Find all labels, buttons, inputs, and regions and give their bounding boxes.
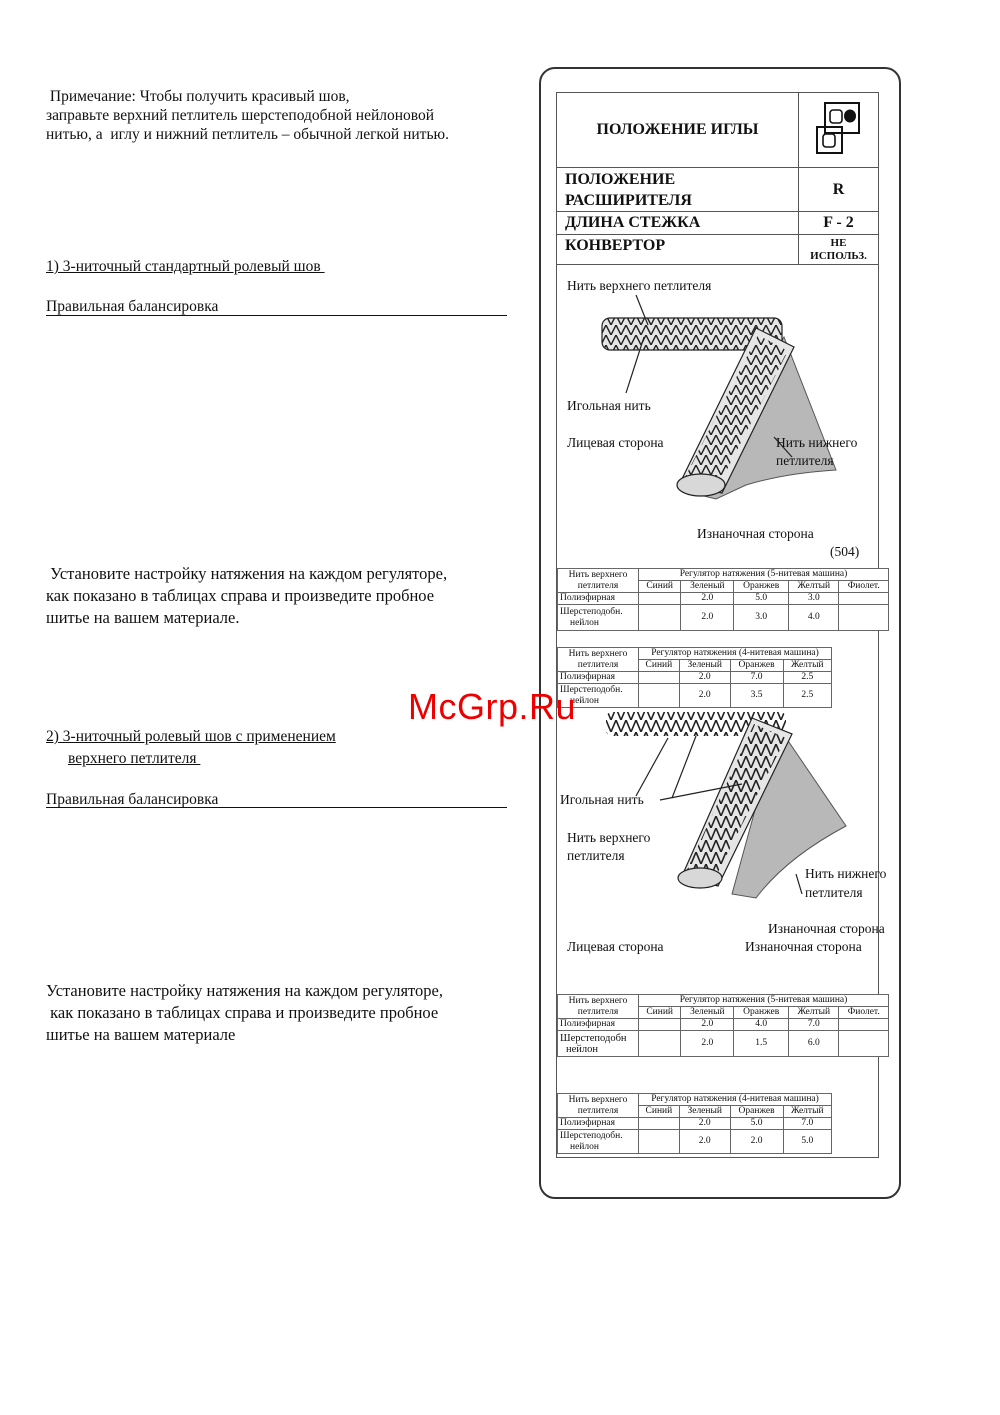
table-row: Шерстеподобн. нейлон 2.0 2.0 5.0 — [558, 1130, 832, 1154]
t1-col-orange: Оранжев — [734, 581, 789, 593]
tension-table-3-5thread: Нить верхнего петлителя Регулятор натяжения (5-нитевая машина) Синий Зеленый Оранжев Желтый Фиолет. Полиэфирная 2.0 4.0 7.0 Шерстеподобн нейлон 2.0 1.5 6.0 — [557, 994, 889, 1057]
diagram2-reverse-side-label-1: Изнаночная сторона — [768, 921, 885, 936]
note-line-2: заправьте верхний петлитель шерстеподобной нейлоновой — [46, 107, 435, 124]
t2-header-upper-1: Нить верхнего — [568, 648, 628, 659]
section2-instr-1: Установите настройку натяжения на каждом регуляторе, — [46, 981, 443, 1000]
diagram1-face-side-label: Лицевая сторона — [567, 435, 664, 450]
diagram1-lower-looper-label-1: Нить нижнего — [776, 435, 858, 450]
watermark: McGrp.Ru — [408, 686, 577, 727]
diagram2-upper-looper-label-1: Нить верхнего — [567, 830, 651, 845]
diagram1-needle-thread-label: Игольная нить — [567, 398, 651, 413]
diagram2-face-side-label: Лицевая сторона — [567, 939, 664, 954]
spreader-label-1: ПОЛОЖЕНИЕ — [565, 170, 676, 188]
stitch-length-label: ДЛИНА СТЕЖКА — [557, 212, 799, 235]
t1-col-violet: Фиолет. — [839, 581, 889, 593]
diagram1-code: (504) — [830, 544, 860, 559]
section2-title-2: верхнего петлителя — [68, 750, 201, 767]
t1-header-upper-1: Нить верхнего — [568, 569, 628, 580]
converter-value-2: ИСПОЛЬЗ. — [810, 249, 867, 262]
diagram2-reverse-side-label-2: Изнаночная сторона — [745, 939, 862, 954]
spreader-value: R — [799, 168, 879, 212]
note-line-1: Примечание: Чтобы получить красивый шов, — [46, 88, 350, 105]
t1-col-yellow: Желтый — [789, 581, 839, 593]
t2-header-regulator: Регулятор натяжения (4-нитевая машина) — [639, 648, 832, 660]
diagram2-upper-looper-label-2: петлителя — [567, 848, 625, 863]
stitch-length-value: F - 2 — [799, 212, 879, 235]
machine-settings-table — [556, 92, 879, 265]
section1-instr-1: Установите настройку натяжения на каждом регуляторе, — [46, 564, 448, 583]
table-row: Полиэфирная 2.0 5.0 3.0 — [558, 593, 889, 605]
section2-title-1: 2) 3-ниточный ролевый шов с применением — [46, 728, 336, 745]
section1-instr-2: как показано в таблицах справа и произведите пробное — [46, 586, 435, 605]
section2-instr-3: шитье на вашем материале — [46, 1025, 236, 1044]
spreader-label-2: РАСШИРИТЕЛЯ — [565, 191, 692, 209]
needle-position-icon — [799, 93, 879, 168]
tension-table-2-4thread: Нить верхнего петлителя Регулятор натяжения (4-нитевая машина) Синий Зеленый Оранжев Желтый Полиэфирная 2.0 7.0 2.5 Шерстеподобн. нейлон 2.0 3.5 2.5 — [557, 647, 832, 708]
diagram1-reverse-side-label: Изнаночная сторона — [697, 526, 814, 541]
diagram1-upper-looper-label: Нить верхнего петлителя — [567, 278, 712, 293]
tension-table-4-4thread: Нить верхнего петлителя Регулятор натяжения (4-нитевая машина) Синий Зеленый Оранжев Желтый Полиэфирная 2.0 5.0 7.0 Шерстеподобн. нейлон 2.0 2.0 5.0 — [557, 1093, 832, 1154]
section2-balance-rule — [46, 807, 507, 808]
section1-instr-3: шитье на вашем материале. — [46, 608, 240, 627]
section1-balance-rule — [46, 315, 507, 316]
section1-balance: Правильная балансировка — [46, 298, 219, 315]
diagram2-lower-looper-label-1: Нить нижнего — [805, 866, 887, 881]
converter-value-1: НЕ — [830, 236, 847, 249]
table-row: Полиэфирная 2.0 4.0 7.0 — [558, 1019, 889, 1031]
t1-col-green: Зеленый — [681, 581, 734, 593]
t2-header-upper-2: петлителя — [577, 659, 619, 670]
section2-balance: Правильная балансировка — [46, 791, 219, 808]
converter-label: КОНВЕРТОР — [557, 235, 799, 265]
diagram1-lower-looper-label-2: петлителя — [776, 453, 834, 468]
section2-instr-2: как показано в таблицах справа и произведите пробное — [46, 1003, 439, 1022]
needle-position-label: ПОЛОЖЕНИЕ ИГЛЫ — [557, 93, 799, 168]
needle-selector-icon — [814, 100, 864, 156]
table-row: Шерстеподобн. нейлон 2.0 3.0 4.0 — [558, 605, 889, 631]
table-row: Полиэфирная 2.0 7.0 2.5 — [558, 672, 832, 684]
note-line-3: нитью, а иглу и нижний петлитель – обычной легкой нитью. — [46, 126, 449, 143]
t1-header-regulator: Регулятор натяжения (5-нитевая машина) — [639, 569, 889, 581]
tension-table-1-5thread — [557, 568, 889, 631]
table-row: Шерстеподобн. нейлон 2.0 3.5 2.5 — [558, 684, 832, 708]
diagram2-lower-looper-label-2: петлителя — [805, 885, 863, 900]
t1-header-upper-2: петлителя — [577, 580, 619, 591]
table-row: Полиэфирная 2.0 5.0 7.0 — [558, 1118, 832, 1130]
section1-title: 1) 3-ниточный стандартный ролевый шов — [46, 258, 325, 275]
t1-col-blue: Синий — [639, 581, 681, 593]
diagram2-needle-thread-label: Игольная нить — [560, 792, 644, 807]
table-row: Шерстеподобн нейлон 2.0 1.5 6.0 — [558, 1031, 889, 1057]
